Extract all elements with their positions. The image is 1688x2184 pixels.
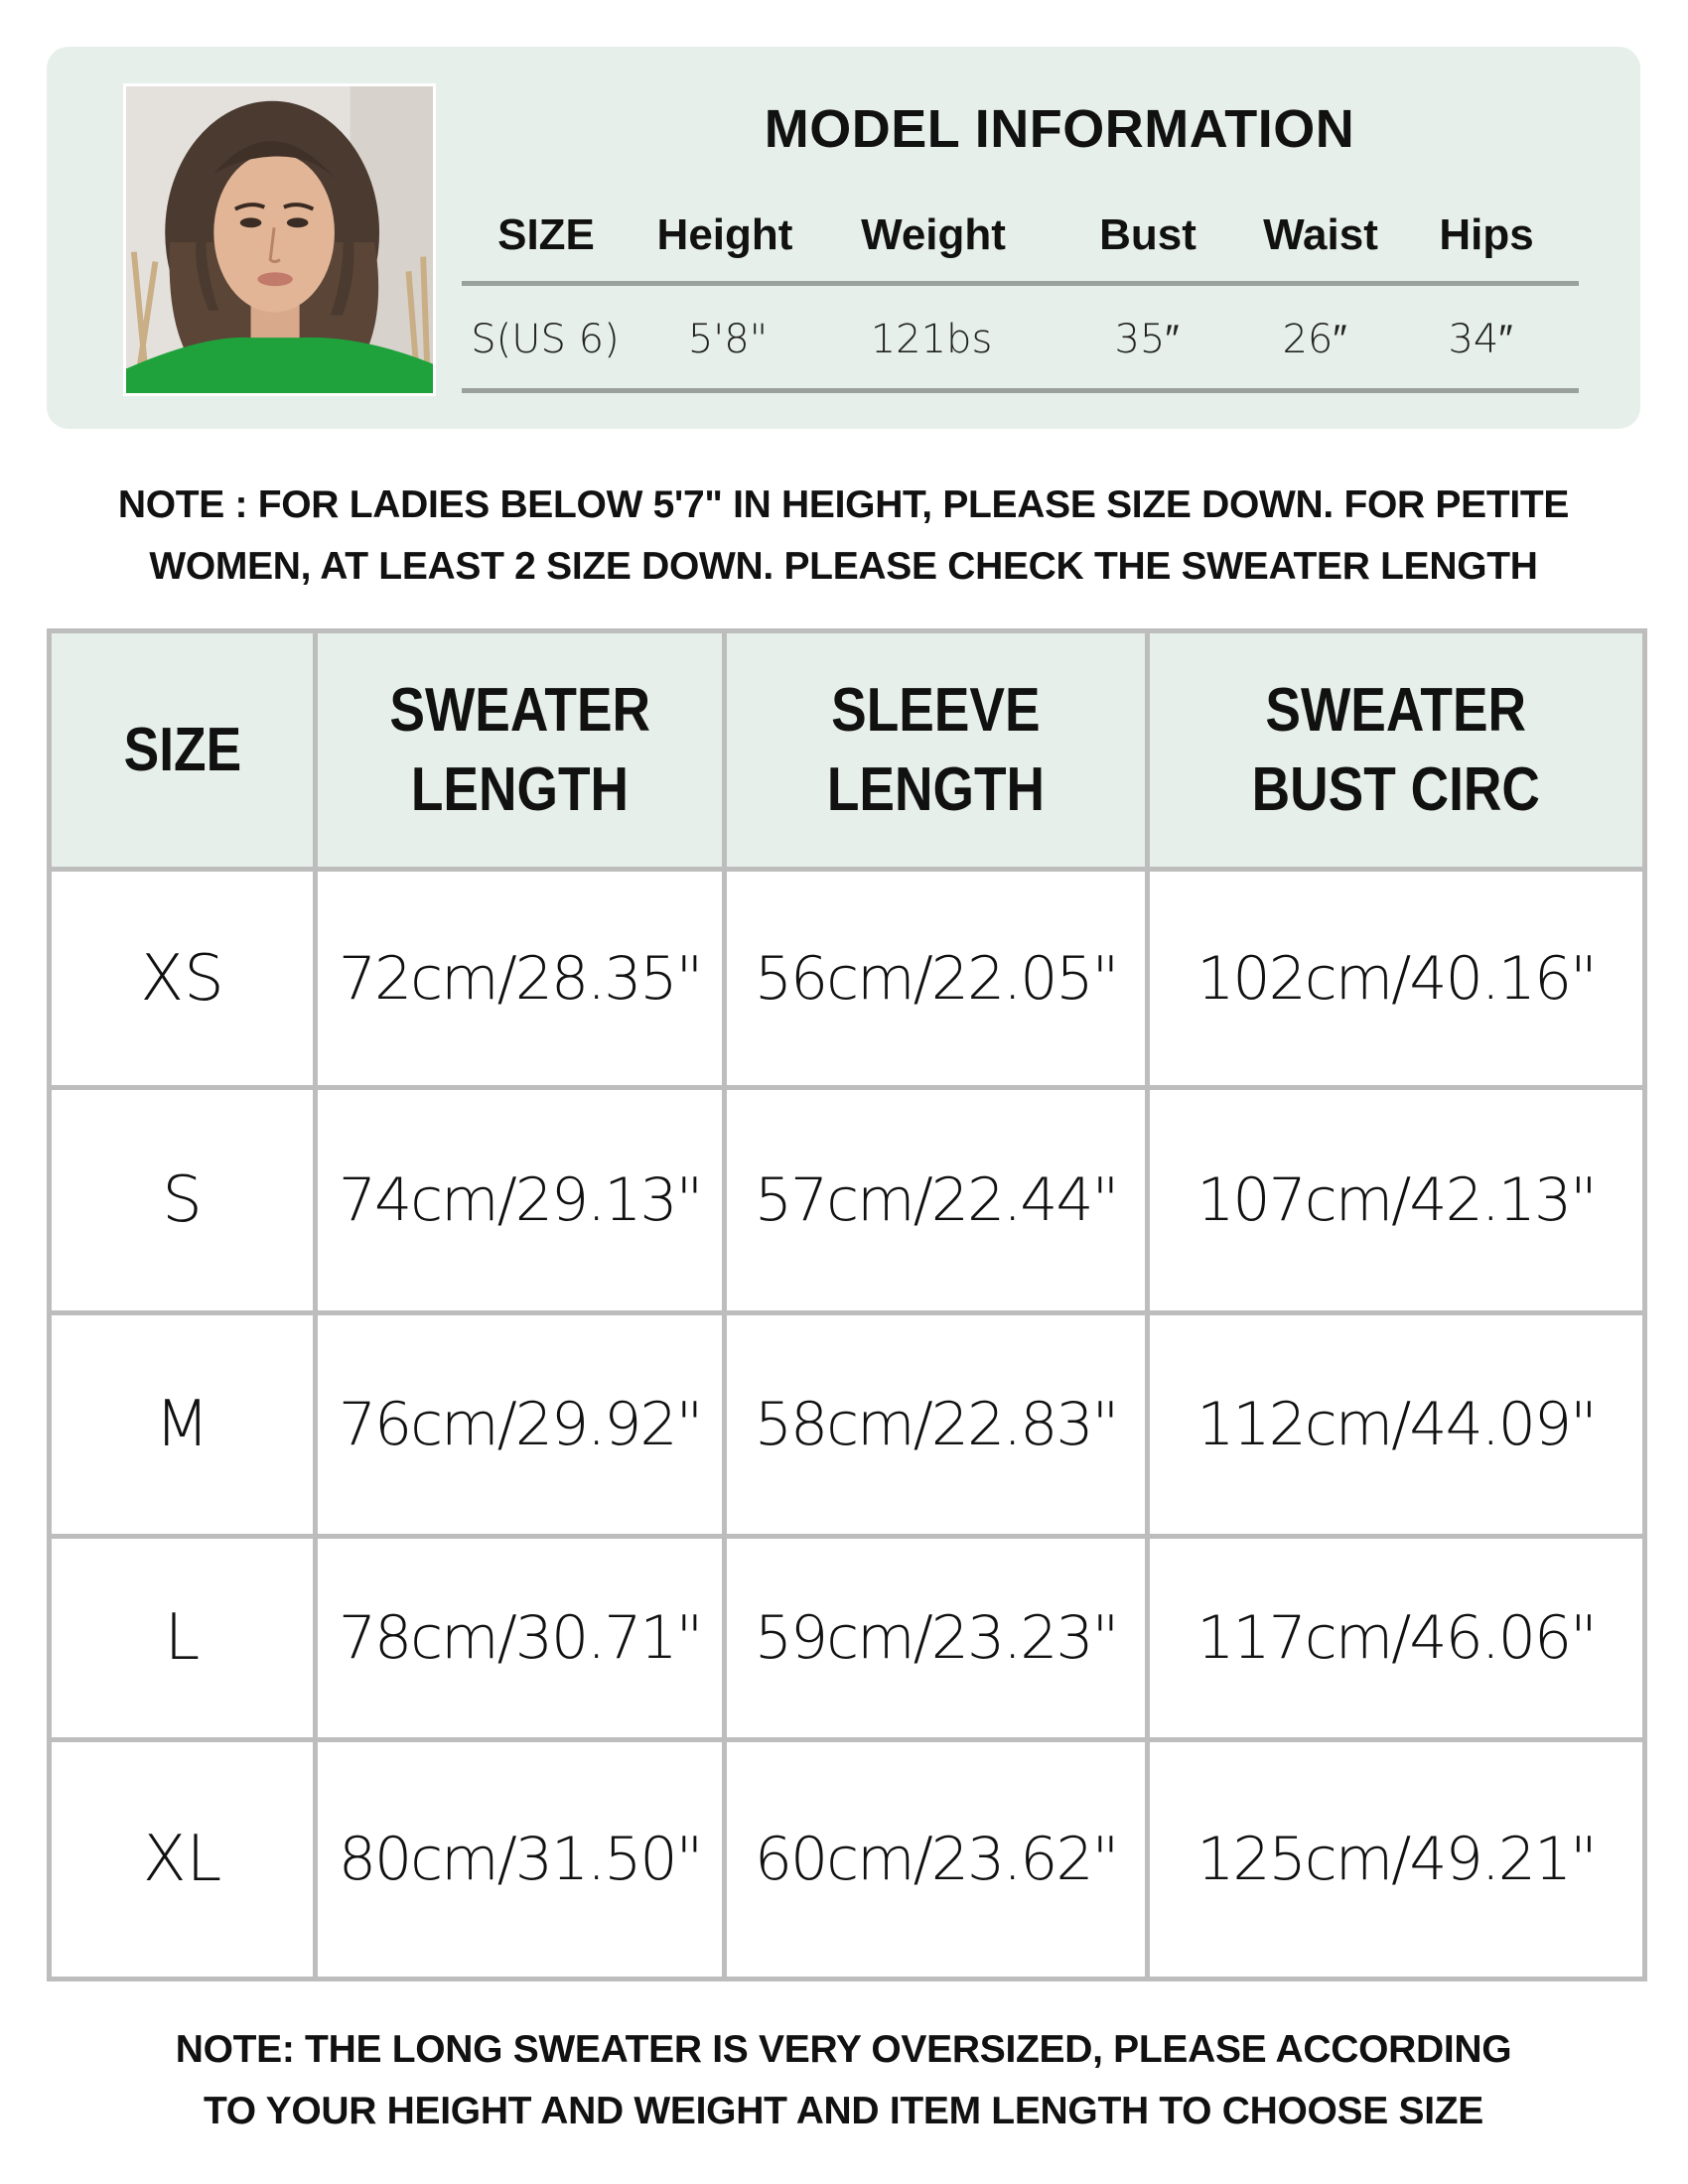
- size-cell: M: [50, 1313, 316, 1537]
- sizing-note-top-line1: NOTE : FOR LADIES BELOW 5'7" IN HEIGHT, PLEASE SIZE DOWN. FOR PETITE: [117, 483, 1570, 526]
- model-info-divider-bottom: [462, 388, 1579, 393]
- sleeve-length-cell: 57cm/22.44": [725, 1088, 1148, 1313]
- sweater-length-cell: 72cm/28.35": [316, 870, 725, 1088]
- header-sleeve-length-line2: LENGTH: [826, 754, 1046, 824]
- bust-circ-cell: 107cm/42.13": [1148, 1088, 1645, 1313]
- model-information-panel: [47, 47, 1640, 429]
- sleeve-length-cell: 59cm/23.23": [725, 1537, 1148, 1740]
- sleeve-length-cell: 58cm/22.83": [725, 1313, 1148, 1537]
- header-bust-circ-line1: SWEATER: [1265, 675, 1527, 745]
- sizing-note-bottom: [47, 2019, 1640, 2142]
- model-value-bust: 35″: [1114, 317, 1180, 362]
- table-row: [50, 1537, 1645, 1740]
- header-size-label: SIZE: [123, 715, 241, 784]
- header-sleeve-length: [725, 631, 1148, 870]
- size-cell: L: [50, 1537, 316, 1740]
- header-sweater-length-line2: LENGTH: [410, 754, 630, 824]
- table-row: [50, 1313, 1645, 1537]
- sizing-note-bottom-line1: NOTE: THE LONG SWEATER IS VERY OVERSIZED, PLEASE ACCORDING: [175, 2028, 1512, 2071]
- header-bust-circ-line2: BUST CIRC: [1251, 754, 1541, 824]
- sizing-note-top: [47, 475, 1640, 598]
- table-row: [50, 1740, 1645, 1979]
- sweater-length-cell: 78cm/30.71": [316, 1537, 725, 1740]
- sleeve-length-cell: 60cm/23.62": [725, 1740, 1148, 1979]
- model-info-divider-top: [462, 281, 1579, 286]
- model-header-height: Height: [656, 210, 793, 259]
- model-header-waist: Waist: [1263, 210, 1378, 259]
- model-header-bust: Bust: [1099, 210, 1196, 259]
- model-header-hips: Hips: [1439, 210, 1534, 259]
- sizing-note-bottom-line2: TO YOUR HEIGHT AND WEIGHT AND ITEM LENGTH TO CHOOSE SIZE: [203, 2090, 1484, 2132]
- sweater-length-cell: 80cm/31.50": [316, 1740, 725, 1979]
- bust-circ-cell: 102cm/40.16": [1148, 870, 1645, 1088]
- size-cell: S: [50, 1088, 316, 1313]
- size-chart-header-row: [50, 631, 1645, 870]
- table-row: [50, 1088, 1645, 1313]
- header-sweater-length: [316, 631, 725, 870]
- sizing-note-top-line2: WOMEN, AT LEAST 2 SIZE DOWN. PLEASE CHECK THE SWEATER LENGTH: [149, 545, 1538, 588]
- size-cell: XS: [50, 870, 316, 1088]
- size-cell: XL: [50, 1740, 316, 1979]
- size-chart-table: [47, 628, 1647, 1981]
- model-information-title: MODEL INFORMATION: [764, 99, 1355, 159]
- model-portrait-photo: [123, 83, 436, 396]
- table-row: [50, 870, 1645, 1088]
- sweater-length-cell: 76cm/29.92": [316, 1313, 725, 1537]
- header-sleeve-length-line1: SLEEVE: [831, 675, 1041, 745]
- model-value-size: S(US 6): [471, 317, 620, 362]
- model-value-hips: 34″: [1448, 317, 1513, 362]
- bust-circ-cell: 125cm/49.21": [1148, 1740, 1645, 1979]
- sleeve-length-cell: 56cm/22.05": [725, 870, 1148, 1088]
- bust-circ-cell: 112cm/44.09": [1148, 1313, 1645, 1537]
- header-sweater-bust-circ: [1148, 631, 1645, 870]
- bust-circ-cell: 117cm/46.06": [1148, 1537, 1645, 1740]
- model-value-waist: 26″: [1282, 317, 1347, 362]
- model-header-weight: Weight: [861, 210, 1006, 259]
- model-portrait-icon: [126, 86, 433, 393]
- model-value-weight: 121bs: [870, 317, 993, 362]
- model-header-size: SIZE: [497, 210, 595, 259]
- header-sweater-length-line1: SWEATER: [389, 675, 650, 745]
- model-value-height: 5'8": [687, 317, 769, 362]
- header-size: [50, 631, 316, 870]
- sweater-length-cell: 74cm/29.13": [316, 1088, 725, 1313]
